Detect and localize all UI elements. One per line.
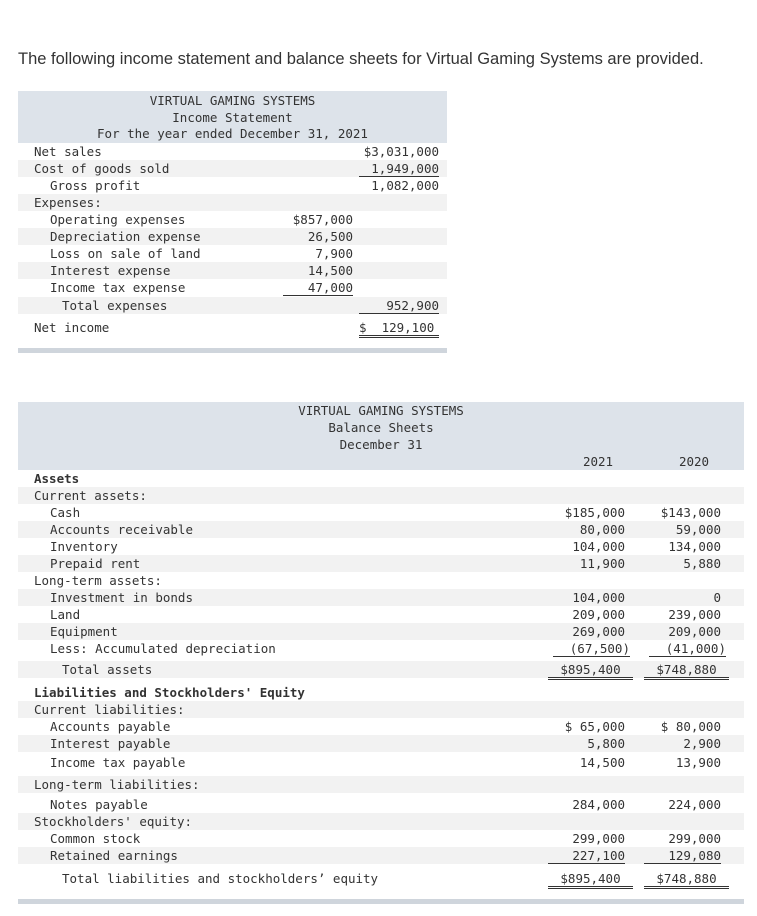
bonds-row <box>18 589 744 606</box>
liab-heading-row <box>18 684 744 701</box>
tax-payable-label: Income tax payable <box>50 755 186 770</box>
net-sales-label: Net sales <box>34 144 102 159</box>
lt-assets-row <box>18 572 744 589</box>
notes-label: Notes payable <box>50 797 148 812</box>
ap-row <box>18 718 744 735</box>
retained-2021: 227,100 <box>548 848 625 864</box>
interest-payable-2021: 5,800 <box>587 736 625 751</box>
income-statement-header <box>18 91 447 143</box>
lt-assets-label: Long-term assets: <box>34 573 162 588</box>
expense-value: 26,500 <box>307 229 353 244</box>
common-2020: 299,000 <box>668 831 721 846</box>
expense-label: Depreciation expense <box>50 229 201 244</box>
prepaid-2021: 11,900 <box>579 556 625 571</box>
ap-2020: $ 80,000 <box>660 719 721 734</box>
total-le-2021: $895,400 <box>548 871 633 889</box>
inventory-row <box>18 538 744 555</box>
total-le-row <box>18 870 744 887</box>
total-assets-row <box>18 661 744 678</box>
common-label: Common stock <box>50 831 141 846</box>
retained-2020: 129,080 <box>644 848 721 864</box>
ar-label: Accounts receivable <box>50 522 193 537</box>
tax-payable-2021: 14,500 <box>579 755 625 770</box>
expense-value: 47,000 <box>283 280 353 296</box>
equipment-2021: 269,000 <box>572 624 625 639</box>
bonds-2020: 0 <box>713 590 721 605</box>
balance-sheet-table <box>18 402 744 906</box>
land-2020: 239,000 <box>668 607 721 622</box>
current-liab-row <box>18 701 744 718</box>
total-le-2020: $748,880 <box>644 871 729 889</box>
year-2020-header: 2020 <box>678 454 710 469</box>
retained-label: Retained earnings <box>50 848 178 863</box>
total-le-label: Total liabilities and stockholders’ equity <box>62 871 379 886</box>
net-income-value: $ 129,100 <box>359 320 439 338</box>
cash-2021: $185,000 <box>564 505 625 520</box>
current-liab-label: Current liabilities: <box>34 702 185 717</box>
expenses-label-row <box>18 194 447 211</box>
ap-2021: $ 65,000 <box>564 719 625 734</box>
income-bottom-bar <box>18 348 447 353</box>
liab-heading: Liabilities and Stockholders' Equity <box>34 685 305 700</box>
net-sales-row <box>18 143 447 160</box>
expense-value: $857,000 <box>292 212 353 227</box>
expense-value: 7,900 <box>315 246 353 261</box>
land-row <box>18 606 744 623</box>
expense-label: Operating expenses <box>50 212 186 227</box>
balance-company-name: VIRTUAL GAMING SYSTEMS <box>298 403 464 418</box>
expense-row <box>18 211 447 228</box>
expense-label: Income tax expense <box>50 280 186 295</box>
balance-sheet-header <box>18 402 744 470</box>
bonds-label: Investment in bonds <box>50 590 193 605</box>
ar-row <box>18 521 744 538</box>
lt-liab-label: Long-term liabilities: <box>34 777 200 792</box>
total-expenses-row <box>18 297 447 314</box>
current-assets-label: Current assets: <box>34 488 147 503</box>
lt-liab-row <box>18 776 744 793</box>
expenses-label: Expenses: <box>34 195 102 210</box>
total-expenses-label: Total expenses <box>62 298 168 313</box>
gross-profit-label: Gross profit <box>50 178 141 193</box>
expense-label: Loss on sale of land <box>50 246 201 261</box>
cash-label: Cash <box>50 505 81 520</box>
expense-row <box>18 228 447 245</box>
se-label: Stockholders' equity: <box>34 814 193 829</box>
net-income-label: Net income <box>34 320 110 335</box>
notes-2020: 224,000 <box>668 797 721 812</box>
gross-profit-value: 1,082,000 <box>371 178 439 193</box>
cogs-row <box>18 160 447 177</box>
land-2021: 209,000 <box>572 607 625 622</box>
retained-row <box>18 847 744 864</box>
ap-label: Accounts payable <box>50 719 171 734</box>
tax-payable-row <box>18 754 744 771</box>
inventory-label: Inventory <box>50 539 118 554</box>
interest-payable-label: Interest payable <box>50 736 171 751</box>
common-2021: 299,000 <box>572 831 625 846</box>
total-assets-label: Total assets <box>62 662 153 677</box>
equipment-label: Equipment <box>50 624 118 639</box>
cash-2020: $143,000 <box>660 505 721 520</box>
total-assets-2020: $748,880 <box>644 662 729 680</box>
income-statement-title: Income Statement <box>172 110 293 125</box>
gross-profit-row <box>18 177 447 194</box>
balance-date: December 31 <box>339 437 423 452</box>
income-statement-table <box>18 91 447 355</box>
expense-value: 14,500 <box>307 263 353 278</box>
inventory-2020: 134,000 <box>668 539 721 554</box>
expense-row <box>18 262 447 279</box>
intro-text: The following income statement and balance sheets for Virtual Gaming Systems are provided. <box>18 50 704 68</box>
total-expenses-value: 952,900 <box>359 298 439 314</box>
notes-row <box>18 796 744 813</box>
prepaid-2020: 5,880 <box>683 556 721 571</box>
acc-dep-row <box>18 640 744 657</box>
year-2021-header: 2021 <box>582 454 614 469</box>
prepaid-row <box>18 555 744 572</box>
se-row <box>18 813 744 830</box>
balance-statement-title: Balance Sheets <box>328 420 434 435</box>
tax-payable-2020: 13,900 <box>675 755 721 770</box>
equipment-row <box>18 623 744 640</box>
total-assets-2021: $895,400 <box>548 662 633 680</box>
assets-heading: Assets <box>34 471 80 486</box>
bonds-2021: 104,000 <box>572 590 625 605</box>
current-assets-row <box>18 487 744 504</box>
cogs-label: Cost of goods sold <box>34 161 170 176</box>
expense-label: Interest expense <box>50 263 171 278</box>
income-period: For the year ended December 31, 2021 <box>97 126 368 141</box>
cash-row <box>18 504 744 521</box>
net-income-row <box>18 319 447 336</box>
expense-row <box>18 279 447 296</box>
acc-dep-label: Less: Accumulated depreciation <box>50 641 276 656</box>
expense-row <box>18 245 447 262</box>
notes-2021: 284,000 <box>572 797 625 812</box>
acc-dep-2021: (67,500) <box>553 641 630 657</box>
inventory-2021: 104,000 <box>572 539 625 554</box>
assets-heading-row <box>18 470 744 487</box>
ar-2020: 59,000 <box>675 522 721 537</box>
equipment-2020: 209,000 <box>668 624 721 639</box>
common-row <box>18 830 744 847</box>
interest-payable-row <box>18 735 744 752</box>
prepaid-label: Prepaid rent <box>50 556 141 571</box>
income-company-name: VIRTUAL GAMING SYSTEMS <box>149 93 316 108</box>
cogs-value: 1,949,000 <box>359 161 439 177</box>
balance-bottom-bar <box>18 899 744 904</box>
ar-2021: 80,000 <box>579 522 625 537</box>
net-sales-value: $3,031,000 <box>363 144 439 159</box>
land-label: Land <box>50 607 81 622</box>
interest-payable-2020: 2,900 <box>683 736 721 751</box>
acc-dep-2020: (41,000) <box>649 641 726 657</box>
